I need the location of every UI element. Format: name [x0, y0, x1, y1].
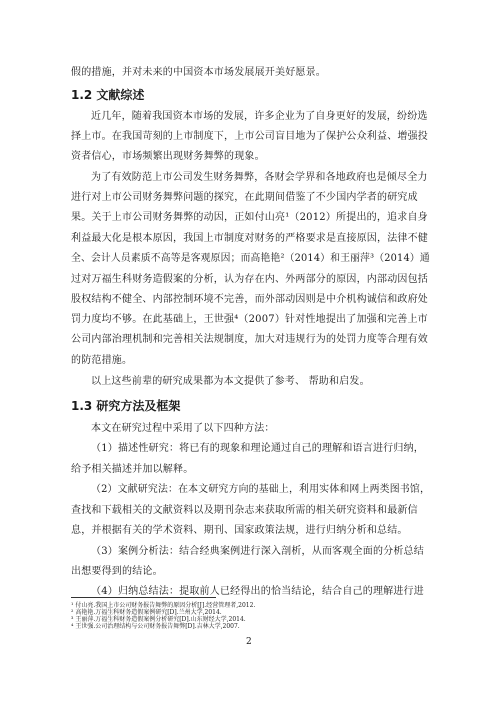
paragraph-line: 以上这些前辈的研究成果都为本文提供了参考、 帮助和启发。 [91, 376, 370, 387]
footnote: ² 高艳艳.万福生科财务造假案例研究[D].兰州大学,2014. [71, 609, 222, 616]
paragraph-line: （4）归纳总结法：提取前人已经得出的恰当结论，结合自己的理解进行进 [91, 586, 424, 597]
paragraph-line: 本文在研究过程中采用了以下四种方法： [91, 423, 275, 434]
paragraph-line: 的防范措施。 [71, 355, 133, 366]
paragraph-line: 过对万福生科财务造假案的分析，认为存在内、外两部分的原因，内部动因包括 [71, 274, 428, 285]
page-number: 2 [246, 637, 252, 647]
paragraph-line: （2）文献研究法：在本文研究方向的基础上，利用实体和网上两类图书馆， [91, 484, 431, 495]
paragraph-line: 息，并根据有关的学术资料、期刊、国家政策法规，进行归纳分析和总结。 [71, 525, 408, 536]
paragraph-line: （1）描述性研究：将已有的现象和理论通过自己的理解和语言进行归纳， [91, 443, 424, 454]
paragraph-line: 利益最大化是根本原因，我国上市制度对财务的严格要求是直接原因，法律不健 [71, 233, 428, 244]
paragraph-line: 果。关于上市公司财务舞弊的动因，正如付山亮¹（2012）所提出的，追求自身 [71, 212, 428, 223]
paragraph-line: 公司内部治理机制和完善相关法规制度，加大对违规行为的处罚力度等合理有效 [71, 334, 428, 345]
section-heading-1-2: 1.2 文献综述 [71, 88, 145, 102]
paragraph-line: （3）案例分析法：结合经典案例进行深入剖析，从而客观全面的分析总结 [91, 546, 424, 557]
footnote: ⁴ 王世强.公司治理结构与公司财务报告舞弊[D].吉林大学,2007. [71, 623, 240, 630]
paragraph-line: 为了有效防范上市公司发生财务舞弊，各财会学界和各地政府也是倾尽全力 [91, 172, 428, 183]
footnote: ¹ 付山亮.我国上市公司财务报告舞弊的原因分析[J].经营管理者,2012. [71, 602, 256, 609]
footnote: ³ 王丽萍.万福生科财务造假案例分析研究[D].山东财经大学,2014. [71, 616, 246, 623]
paragraph-line: 假的措施，并对未来的中国资本市场发展展开美好愿景。 [71, 67, 326, 78]
paragraph-line: 择上市。在我国苛刻的上市制度下，上市公司盲目地为了保护公众利益、增强投 [71, 131, 428, 142]
paragraph-line: 股权结构不健全、内部控制环境不完善，而外部动因则是中介机构诚信和政府处 [71, 294, 428, 305]
paragraph-line: 近几年，随着我国资本市场的发展，许多企业为了自身更好的发展，纷纷选 [91, 111, 428, 122]
paragraph-line: 全、会计人员素质不高等是客观原因；而高艳艳²（2014）和王丽萍³（2014）通 [71, 253, 430, 264]
paragraph-line: 查找和下载相关的文献资料以及期刊杂志来获取所需的相关研究资料和最新信 [71, 505, 418, 516]
footnote-separator [71, 597, 216, 598]
paragraph-line: 给予相关描述并加以解释。 [71, 464, 194, 475]
paragraph-line: 进行对上市公司财务舞弊问题的探究，在此期间借鉴了不少国内学者的研究成 [71, 192, 418, 203]
paragraph-line: 出想要得到的结论。 [71, 566, 163, 577]
paragraph-line: 罚力度均不够。在此基础上，王世强⁴（2007）针对性地提出了加强和完善上市 [71, 314, 428, 325]
section-heading-1-3: 1.3 研究方法及框架 [71, 399, 181, 413]
paragraph-line: 资者信心，市场频繁出现财务舞弊的现象。 [71, 151, 265, 162]
